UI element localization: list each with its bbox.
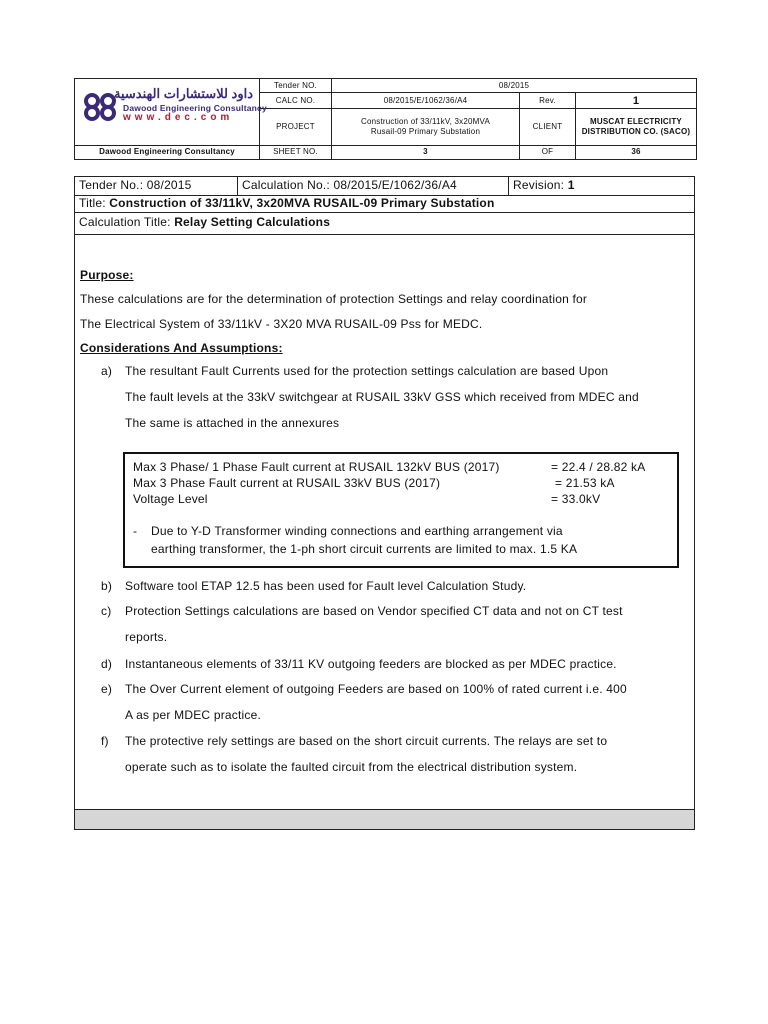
project-line-2: Rusail-09 Primary Substation <box>370 127 481 137</box>
doc-title <box>75 195 495 212</box>
note-dash: - <box>133 524 138 538</box>
company-logo <box>75 79 267 146</box>
calc-no-value: 08/2015/E/1062/36/A4 <box>332 93 520 109</box>
item-a-line-3: The same is attached in the annexures <box>125 416 340 430</box>
voltage-level-value: = 33.0kV <box>551 492 601 506</box>
info-tender-value: 08/2015 <box>146 178 192 192</box>
sheet-no-label: SHEET NO. <box>260 145 332 159</box>
dec-logo-icon <box>83 92 117 122</box>
item-f-line-2: operate such as to isolate the faulted circuit from the electrical distribution system. <box>125 760 578 774</box>
fault-label-132kv: Max 3 Phase/ 1 Phase Fault current at RUSAIL 132kV BUS (2017) <box>133 460 500 474</box>
voltage-level-label: Voltage Level <box>133 492 208 506</box>
info-row <box>75 177 694 196</box>
list-marker-f: f) <box>101 734 109 748</box>
item-c-line-2: reports. <box>125 630 168 644</box>
list-marker-c: c) <box>101 604 112 618</box>
sheet-no-value: 3 <box>332 145 520 159</box>
item-a-line-2: The fault levels at the 33kV switchgear at RUSAIL 33kV GSS which received from MDEC and <box>125 390 639 404</box>
list-marker-a: a) <box>101 364 113 378</box>
of-value: 36 <box>576 145 697 159</box>
considerations-heading: Considerations And Assumptions: <box>80 341 283 355</box>
item-a-line-1: The resultant Fault Currents used for the protection settings calculation are based Upon <box>125 364 609 378</box>
info-calc-label: Calculation No.: <box>242 178 334 192</box>
fault-value-33kv: = 21.53 kA <box>555 476 615 490</box>
client-line-1: MUSCAT ELECTRICITY <box>590 117 682 127</box>
rev-value: 1 <box>576 93 697 109</box>
project-label: PROJECT <box>260 109 332 145</box>
item-f-line-1: The protective rely settings are based on the short circuit currents. The relays are set to <box>125 734 608 748</box>
purpose-line-1: These calculations are for the determination of protection Settings and relay coordination for <box>80 292 588 306</box>
purpose-heading: Purpose: <box>80 268 134 282</box>
client-value <box>576 109 697 145</box>
calc-title-label: Calculation Title: <box>79 215 175 229</box>
list-marker-d: d) <box>101 657 113 671</box>
calc-title-value: Relay Setting Calculations <box>174 215 331 229</box>
info-tender <box>75 177 238 195</box>
info-calc <box>238 177 509 195</box>
tender-no-label: Tender NO. <box>260 79 332 93</box>
note-line-1: Due to Y-D Transformer winding connections and earthing arrangement via <box>151 524 563 538</box>
calc-title-row <box>75 212 694 235</box>
list-marker-b: b) <box>101 579 113 593</box>
calculation-sheet <box>74 176 695 830</box>
info-revision-value: 1 <box>567 178 575 192</box>
company-name: Dawood Engineering Consultancy <box>75 145 260 159</box>
doc-title-value: Construction of 33/11kV, 3x20MVA RUSAIL-09 Primary Substation <box>109 196 495 210</box>
title-block <box>74 78 697 160</box>
note-line-2: earthing transformer, the 1-ph short circuit currents are limited to max. 1.5 KA <box>151 542 578 556</box>
item-d-line-1: Instantaneous elements of 33/11 KV outgoing feeders are blocked as per MDEC practice. <box>125 657 617 671</box>
calc-title <box>75 212 330 234</box>
footer-strip <box>75 809 694 829</box>
calc-no-label: CALC NO. <box>260 93 332 109</box>
rev-label: Rev. <box>520 93 576 109</box>
project-line-1: Construction of 33/11kV, 3x20MVA <box>361 117 490 127</box>
logo-website-text: www.dec.com <box>123 112 234 123</box>
list-marker-e: e) <box>101 682 113 696</box>
title-row <box>75 195 694 213</box>
logo-arabic-text: داود للاستشارات الهندسية <box>113 86 253 101</box>
client-line-2: DISTRIBUTION CO. (SACO) <box>581 127 691 137</box>
info-tender-label: Tender No.: <box>79 178 147 192</box>
project-value <box>332 109 520 145</box>
item-e-line-2: A as per MDEC practice. <box>125 708 261 722</box>
fault-value-132kv: = 22.4 / 28.82 kA <box>551 460 646 474</box>
fault-data-box <box>123 452 679 568</box>
doc-title-label: Title: <box>79 196 110 210</box>
info-revision-label: Revision: <box>513 178 568 192</box>
info-calc-value: 08/2015/E/1062/36/A4 <box>333 178 457 192</box>
info-revision <box>509 177 575 195</box>
item-e-line-1: The Over Current element of outgoing Feeders are based on 100% of rated current i.e. 400 <box>125 682 627 696</box>
tender-no-value: 08/2015 <box>332 79 697 93</box>
purpose-line-2: The Electrical System of 33/11kV - 3X20 MVA RUSAIL-09 Pss for MEDC. <box>80 317 483 331</box>
item-c-line-1: Protection Settings calculations are based on Vendor specified CT data and not on CT test <box>125 604 623 618</box>
of-label: OF <box>520 145 576 159</box>
fault-label-33kv: Max 3 Phase Fault current at RUSAIL 33kV BUS (2017) <box>133 476 441 490</box>
logo-english-text: Dawood Engineering Consultancy <box>123 103 267 113</box>
client-label: CLIENT <box>520 109 576 145</box>
item-b-line-1: Software tool ETAP 12.5 has been used for Fault level Calculation Study. <box>125 579 527 593</box>
